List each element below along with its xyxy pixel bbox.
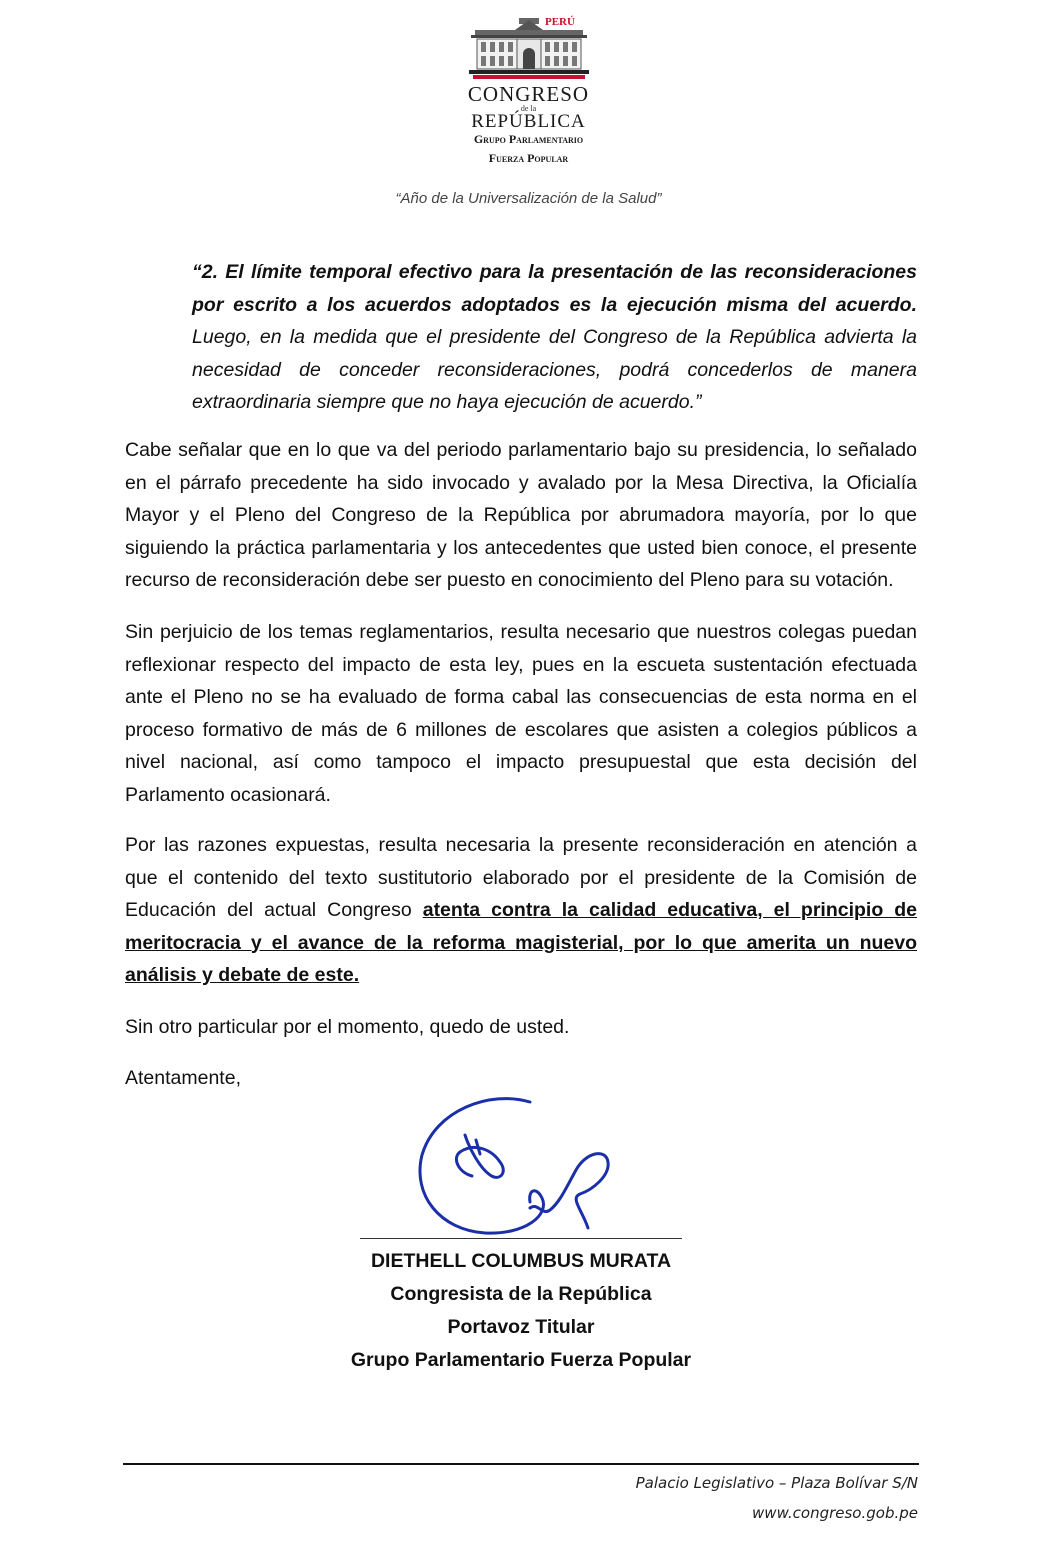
- de-la-wordmark: de la: [520, 104, 537, 113]
- paragraph-4: Sin otro particular por el momento, quedo de usted.: [125, 1016, 570, 1038]
- paragraph-2: Sin perjuicio de los temas reglamentarios, resulta necesario que nuestros colegas puedan reflexionar respecto del impacto de esta ley, pues en la escueta sustentación efectuada ante el Pleno no se ha evaluado de forma cabal las consecuencias de esta norma en el proceso formativo de más de 6 millones de escolares que asisten a colegios públicos a nivel nacional, así como tampoco el impacto presupuestal que esta decisión del Parlamento ocasionará.: [125, 621, 917, 806]
- republica-wordmark: REPÚBLICA: [471, 111, 586, 132]
- footer-website: www.congreso.gob.pe: [752, 1504, 918, 1522]
- congress-building-logo: [469, 8, 589, 84]
- signer-block: [320, 1245, 722, 1377]
- signer-group: Grupo Parlamentario Fuerza Popular: [350, 1349, 692, 1371]
- signer-name: DIETHELL COLUMBUS MURATA: [370, 1250, 672, 1272]
- paragraph-1: Cabe señalar que en lo que va del periodo parlamentario bajo su presidencia, lo señalado en el párrafo precedente ha sido invocado y avalado por la Mesa Directiva, la Oficialía Mayor y el Pleno del Congreso de la República por abrumadora mayoría, por lo que siguiendo la práctica parlamentaria y los antecedentes que usted bien conoce, el presente recurso de reconsideración debe ser puesto en conocimiento del Pleno para su votación.: [125, 439, 917, 591]
- signer-role: Portavoz Titular: [447, 1316, 595, 1338]
- quote-normal-text: Luego, en la medida que el presidente del Congreso de la República advierta la necesidad de conceder reconsideraciones, podrá concederlos de manera extraordinaria siempre que no haya ejecución de acuerdo.”: [192, 326, 917, 413]
- congreso-wordmark: CONGRESO: [467, 82, 590, 106]
- group-name-line2: Fuerza Popular: [488, 151, 569, 165]
- handwritten-signature: [410, 1090, 630, 1240]
- letterhead: [0, 8, 1057, 166]
- quoted-regulation: [192, 256, 917, 419]
- year-motto: “Año de la Universalización de la Salud”: [395, 190, 662, 207]
- paragraph-3: [125, 829, 917, 992]
- signer-title: Congresista de la República: [390, 1283, 652, 1305]
- footer-address: Palacio Legislativo – Plaza Bolívar S/N: [635, 1474, 918, 1492]
- paragraph-3-text: Por las razones expuestas, resulta necesaria la presente reconsideración en atención a que el contenido del texto sustitutorio elaborado por el presidente de la Comisión de Educación del actual Congreso: [125, 834, 917, 921]
- paragraph-3-emphasis: atenta contra la calidad educativa, el principio de meritocracia y el avance de la reforma magisterial, por lo que amerita un nuevo análisis y debate de este.: [125, 899, 918, 986]
- closing-salutation: Atentamente,: [125, 1067, 241, 1089]
- peru-label: PERÚ: [544, 16, 575, 28]
- quote-bold-text: “2. El límite temporal efectivo para la presentación de las reconsideraciones por escrito a los acuerdos adoptados es la ejecución misma del acuerdo.: [192, 261, 917, 316]
- signature-line: [360, 1238, 682, 1239]
- group-name-line1: Grupo Parlamentario: [473, 132, 584, 146]
- footer-divider: [123, 1463, 919, 1465]
